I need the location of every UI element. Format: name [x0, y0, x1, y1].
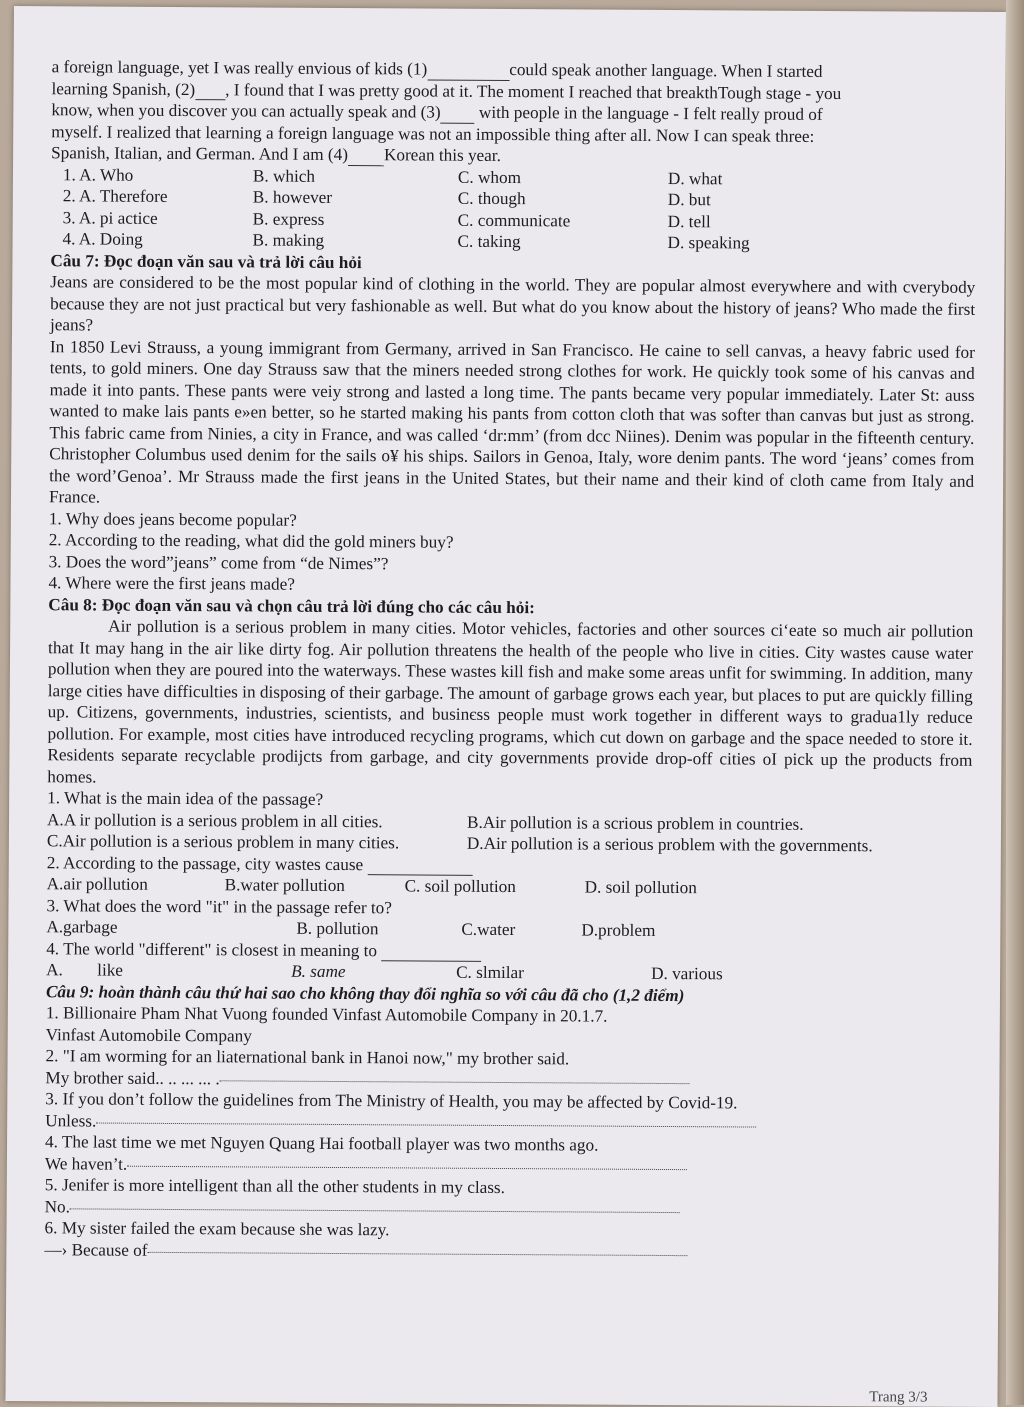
option: C. though [457, 188, 526, 209]
cloze-options [63, 164, 977, 256]
question-text: 4. The world "different" is closest in meaning to [46, 938, 378, 960]
option: C.Air pollution is a serious problem in many cities. [46, 831, 400, 853]
cau8-heading: Câu 8: Đọc đoạn văn sau và chọn câu trả lời đúng cho các câu hỏi: [48, 594, 535, 617]
option: A.air pollution [46, 874, 148, 894]
cloze-text: learning Spanish, (2) [51, 78, 196, 99]
option: B. express [252, 208, 325, 229]
cau8-q3: 3. What does the word "it" in the passage refer to? [46, 895, 392, 917]
cau9-item [46, 1002, 971, 1051]
option: D.Air pollution is a serious problem with the governments. [466, 833, 873, 856]
dotted-line[interactable] [147, 1239, 687, 1255]
cloze-text: a foreign language, yet I was really envious of kids (1) [51, 57, 428, 79]
option: B. however [252, 187, 333, 207]
question: 2. According to the reading, what did the gold miners buy? [48, 530, 454, 552]
cau7-questions [48, 508, 974, 600]
option: B. which [252, 165, 316, 186]
option: C. communicate [457, 210, 571, 230]
cau9-item [45, 1131, 970, 1180]
prompt-sentence: 6. My sister failed the exam because she was lazy. [44, 1218, 390, 1240]
dotted-line[interactable] [70, 1196, 680, 1213]
cloze-text: , I found that I was pretty good at it. The moment I reached that breakthTough stage - you [225, 79, 842, 103]
option: D.problem [581, 920, 656, 940]
option: C. taking [457, 231, 521, 252]
option: A. like [46, 960, 124, 980]
cau7-heading: Câu 7: Đọc đoạn văn sau và trả lời câu hỏi [50, 250, 362, 272]
cau9-heading: Câu 9: hoàn thành câu thứ hai sao cho không thay đổi nghĩa so với câu đã cho (1,2 điểm) [45, 981, 685, 1005]
prompt-sentence: 4. The last time we met Nguyen Quang Hai football player was two months ago. [45, 1132, 599, 1155]
cloze-line-4: myself. I realized that learning a foreign language was not an impossible thing after all. Now I can speak three: [51, 121, 815, 146]
option: B.water pollution [224, 875, 345, 896]
option: 3. A. pi actice [62, 207, 158, 228]
dotted-line[interactable] [96, 1110, 756, 1127]
answer-start: No. [44, 1196, 71, 1216]
cau8-q1-options [47, 809, 972, 858]
option: D. soil pollution [584, 877, 697, 898]
cloze-text: with people in the language - I felt really proud of [474, 102, 823, 124]
answer-start: Unless. [45, 1110, 97, 1131]
cau9-item [45, 1174, 970, 1223]
cau7-paragraph-1: Jeans are considered to be the most popular kind of clothing in the world. They are popular almost everywhere and with cverybody because they are not just practical but very fashionable as well. But what do you know about the history of jeans? Who made the first jeans? [49, 272, 976, 335]
option: D. what [667, 168, 723, 188]
option: C. whom [457, 167, 522, 187]
question: 3. Does the word”jeans” come from “de Nimes”? [48, 551, 389, 573]
page-edge [1006, 0, 1024, 1405]
cloze-text: Spanish, Italian, and German. And I am (4) [51, 143, 349, 165]
answer-start: My brother said.. .. ... ... . [45, 1067, 220, 1088]
cloze-text: Korean this year. [383, 145, 501, 165]
option: D. speaking [667, 232, 750, 253]
option: B. same [291, 961, 346, 982]
exam-page [5, 6, 1006, 1407]
prompt-sentence: 2. "I am worming for an liaternational bank in Hanoi now," my brother said. [45, 1046, 570, 1069]
dotted-line[interactable] [220, 1068, 690, 1084]
answer-start: Vinfast Automobile Company [45, 1024, 252, 1045]
question: 1. Why does jeans become popular? [48, 508, 297, 530]
page-number: Trang 3/3 [869, 1389, 928, 1406]
cau9-item [44, 1217, 969, 1266]
option: 1. A. Who [62, 164, 134, 185]
answer-start: —› Because of [44, 1239, 148, 1260]
prompt-sentence: 3. If you don’t follow the guidelines from The Ministry of Health, you may be affected by Covid-19. [45, 1089, 738, 1113]
option: B.Air pollution is a scrious problem in countries. [466, 812, 804, 834]
option: A.garbage [46, 917, 118, 937]
option: 4. A. Doing [62, 229, 143, 249]
question: 4. Where were the first jeans made? [48, 573, 295, 594]
option: C. slmilar [456, 962, 524, 983]
cau8-q1: 1. What is the main idea of the passage? [47, 788, 324, 809]
option: C.water [461, 919, 516, 940]
option: C. soil pollution [404, 876, 516, 897]
cloze-text: know, when you discover you can actually speak and (3) [51, 100, 441, 122]
dotted-line[interactable] [127, 1153, 687, 1169]
answer-line [44, 1239, 969, 1266]
cau9-item [45, 1045, 970, 1094]
option: D. but [667, 189, 711, 210]
cau9-item [45, 1088, 970, 1137]
answer-start: We haven’t. [44, 1153, 128, 1174]
cloze-text: could speak another language. When I started [509, 60, 823, 81]
option: B. pollution [296, 918, 379, 939]
cau7-paragraph-2: In 1850 Levi Strauss, a young immigrant from Germany, arrived in San Francisco. He caine to sell canvas, a heavy fabric used for tents, to gold miners. One day Strauss saw that the miners needed strong clothes for work. He quickly took some of his canvas and made it into pants. These pants were veiy strong and lasted a long time. The pants became very popular immediately. Later St: auss wanted to make lais pants e»en better, so he started making his pants from cotton cloth that was softer than canvas but just as strong. This fabric came from Ninies, a city in France, and was called ‘dr:mm’ (from dcc Niines). Denim was popular in the fifteenth century. Christopher Columbus used denim for the sails o¥ his ships. Sailors in Genoa, Italy, wore denim pants. The word ‘jeans’ comes from the word’Genoa’. Mr Strauss made the first jeans in the United States, but their name and their kind of cloth came from Italy and France. [48, 336, 975, 507]
cau8-paragraph: Air pollution is a serious problem in many cities. Motor vehicles, factories and other sources ci‘eate so much air pollution that It may hang in the air like dirty fog. Air pollution threatens the health of the people who live in cities. City wastes cause water pollution when they are poured into the waterways. These wastes kill fish and make some areas unfit for swimming. In addition, many large cities have difficulties in disposing of their garbage. The amount of garbage grows each year, but places to put are quickly filling up. Citizens, governments, industries, scientists, and businєss people must work together in different ways to gradua1ly reduce pollution. For example, most cities have introduced recycling programs, which cut down on garbage and the space needed to store it. Residents separate recyclable prodijcts from garbage, and city governments provide drop-off cities oI pick up the products from homes. [47, 616, 974, 787]
prompt-sentence: 1. Billionaire Pham Nhat Vuong founded Vinfast Automobile Company in 20.1.7. [45, 1003, 608, 1026]
option: D. tell [667, 211, 711, 231]
option: B. making [252, 230, 325, 250]
question-text: 2. According to the passage, city wastes cause [46, 852, 364, 874]
option: 2. A. Therefore [62, 186, 168, 206]
page-content [44, 56, 976, 1266]
prompt-sentence: 5. Jenifer is more intelligent than all the other students in my class. [44, 1175, 506, 1198]
option: A.A ir pollution is a serious problem in all cities. [46, 809, 383, 831]
option: D. various [651, 963, 723, 984]
